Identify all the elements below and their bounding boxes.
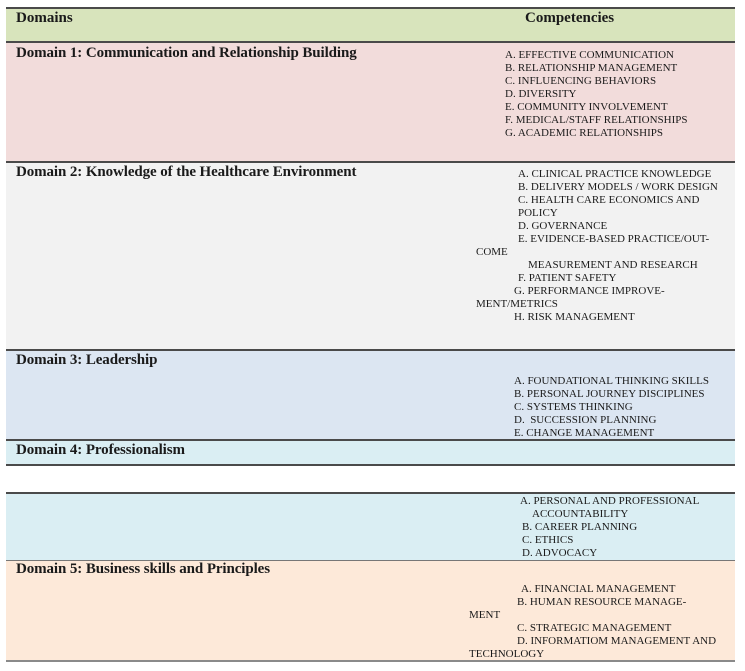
domain-row-4-title [6,441,735,464]
table-header [6,9,735,42]
competency-item: B. DELIVERY MODELS / WORK DESIGN [518,181,718,193]
competency-item: POLICY [518,207,558,219]
competency-item: C. SYSTEMS THINKING [514,401,633,413]
competency-item: G. ACADEMIC RELATIONSHIPS [505,127,663,139]
competency-item: C. HEALTH CARE ECONOMICS AND [518,194,700,206]
competency-item: C. ETHICS [522,534,574,546]
competency-item: A. EFFECTIVE COMMUNICATION [505,49,674,61]
domain-title: Domain 2: Knowledge of the Healthcare Environment [16,164,357,180]
competency-item: B. RELATIONSHIP MANAGEMENT [505,62,678,74]
competency-item: MEASUREMENT AND RESEARCH [528,259,698,271]
domain-row-2 [6,163,735,349]
competency-item: MENT/METRICS [476,298,558,310]
domain-title: Domain 3: Leadership [16,352,158,368]
competency-item: A. FOUNDATIONAL THINKING SKILLS [514,375,709,387]
competency-item: C. INFLUENCING BEHAVIORS [505,75,657,87]
competency-item: COME [476,246,508,258]
competency-item: ACCOUNTABILITY [532,508,629,520]
competency-item: E. COMMUNITY INVOLVEMENT [505,101,668,113]
domain-row-5 [6,561,735,660]
competency-item: A. PERSONAL AND PROFESSIONAL [520,495,700,507]
competency-item: B. CAREER PLANNING [522,521,638,533]
competency-item: B. PERSONAL JOURNEY DISCIPLINES [514,388,705,400]
competency-item: F. PATIENT SAFETY [518,272,617,284]
competency-item: D. DIVERSITY [505,88,577,100]
competency-item: B. HUMAN RESOURCE MANAGE- [517,596,687,608]
domain-title: Domain 5: Business skills and Principles [16,561,270,577]
domain-row-1 [6,43,735,161]
competency-list [514,375,709,440]
competency-list [469,583,716,661]
competency-item: G. PERFORMANCE IMPROVE- [514,285,665,297]
competency-item: D. INFORMATIOM MANAGEMENT AND [517,635,717,647]
competency-item: D. ADVOCACY [522,547,598,559]
competency-item: D. GOVERNANCE [518,220,608,232]
competency-item: D. SUCCESSION PLANNING [514,414,657,426]
competency-list [520,495,699,560]
competency-item: F. MEDICAL/STAFF RELATIONSHIPS [505,114,688,126]
domain-rule [6,464,735,466]
table-bottom-rule [6,660,735,662]
domain-row-3 [6,351,735,439]
competency-item: E. EVIDENCE-BASED PRACTICE/OUT- [518,233,710,245]
competency-item: E. CHANGE MANAGEMENT [514,427,655,439]
domain-title: Domain 1: Communication and Relationship Building [16,45,357,61]
header-domains: Domains [16,10,73,26]
domain-row-4-competencies [6,494,735,560]
competency-item: TECHNOLOGY [469,648,545,660]
competency-list [476,168,718,324]
header-competencies: Competencies [525,10,615,26]
competency-item: H. RISK MANAGEMENT [514,311,635,323]
competency-item: A. CLINICAL PRACTICE KNOWLEDGE [518,168,712,180]
domain-title: Domain 4: Professionalism [16,442,185,458]
competency-item: C. STRATEGIC MANAGEMENT [517,622,672,634]
competency-list [505,49,688,140]
competency-item: MENT [469,609,501,621]
competency-item: A. FINANCIAL MANAGEMENT [521,583,676,595]
